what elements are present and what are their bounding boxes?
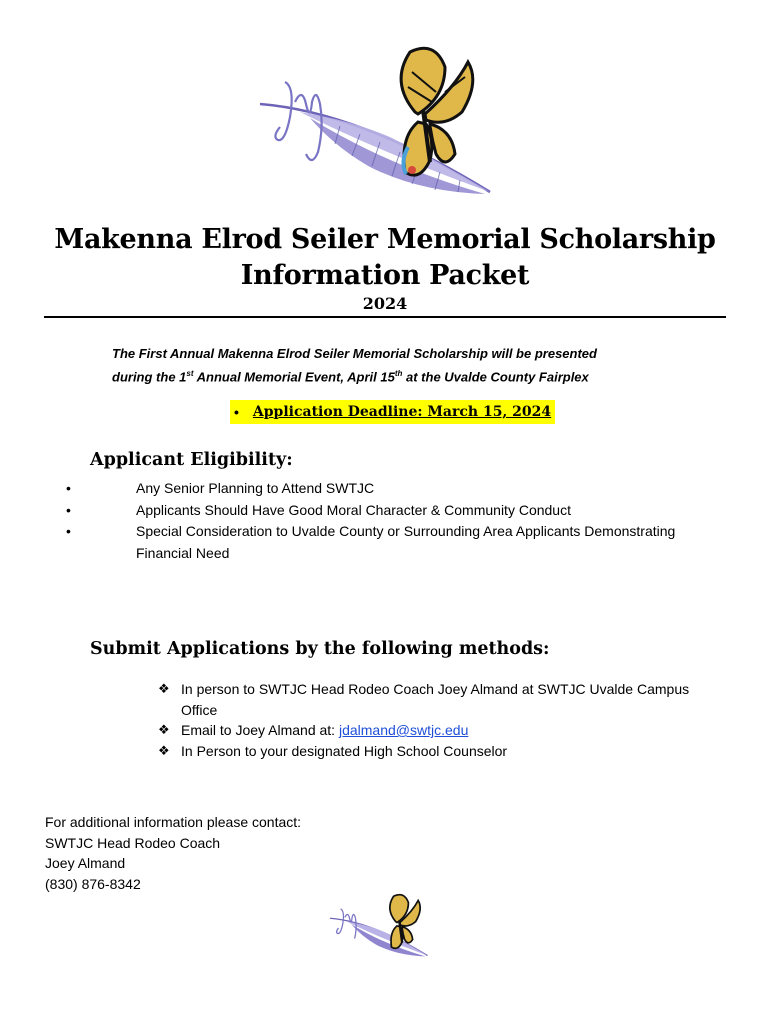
email-link[interactable]: jdalmand@swtjc.edu bbox=[338, 722, 469, 738]
butterfly-icon bbox=[401, 48, 473, 175]
title-line-2: Information Packet bbox=[240, 260, 530, 291]
contact-block bbox=[45, 812, 301, 894]
page-title bbox=[0, 222, 770, 294]
email-prefix: Email to Joey Almand at: bbox=[181, 722, 339, 738]
contact-line: Joey Almand bbox=[45, 855, 126, 871]
deadline-banner bbox=[230, 400, 555, 424]
list-item: • Special Consideration to Uvalde County or Surrounding Area Applicants Demonstrating Financial Need bbox=[60, 521, 700, 564]
list-item: • Applicants Should Have Good Moral Character & Community Conduct bbox=[60, 500, 700, 522]
year-label: 2024 bbox=[362, 294, 408, 313]
submit-methods-list bbox=[158, 679, 698, 761]
eligibility-heading: Applicant Eligibility: bbox=[90, 450, 293, 470]
list-item bbox=[158, 720, 698, 741]
butterfly-feather-logo-icon bbox=[240, 42, 530, 212]
list-item: ❖ In Person to your designated High School Counselor bbox=[158, 741, 698, 762]
contact-line: SWTJC Head Rodeo Coach bbox=[45, 834, 221, 851]
list-item: • Any Senior Planning to Attend SWTJC bbox=[60, 478, 700, 500]
intro-line-2-mid: Annual Memorial Event, April 15 bbox=[193, 369, 395, 385]
intro-line-2 bbox=[112, 364, 722, 387]
list-item: ❖ In person to SWTJC Head Rodeo Coach Joey Almand at SWTJC Uvalde Campus Office bbox=[158, 679, 698, 720]
contact-phone: (830) 876-8342 bbox=[45, 875, 141, 892]
intro-line-2-post: at the Uvalde County Fairplex bbox=[402, 369, 589, 385]
deadline-text: Application Deadline: March 15, 2024 bbox=[252, 404, 552, 420]
butterfly-feather-logo-small-icon bbox=[318, 892, 448, 964]
bullet-icon: • bbox=[234, 404, 239, 420]
header-divider bbox=[44, 316, 726, 318]
eligibility-list bbox=[60, 478, 700, 564]
contact-line: For additional information please contact: bbox=[45, 814, 302, 830]
submit-heading: Submit Applications by the following methods: bbox=[90, 639, 550, 659]
intro-line-2-pre: during the 1 bbox=[112, 369, 187, 385]
title-line-1: Makenna Elrod Seiler Memorial Scholarship bbox=[54, 224, 716, 255]
intro-sup-1: st bbox=[186, 369, 194, 378]
intro-sup-2: th bbox=[394, 369, 403, 378]
intro-text bbox=[112, 344, 722, 387]
intro-line-1: The First Annual Makenna Elrod Seiler Memorial Scholarship will be presented bbox=[112, 346, 597, 361]
